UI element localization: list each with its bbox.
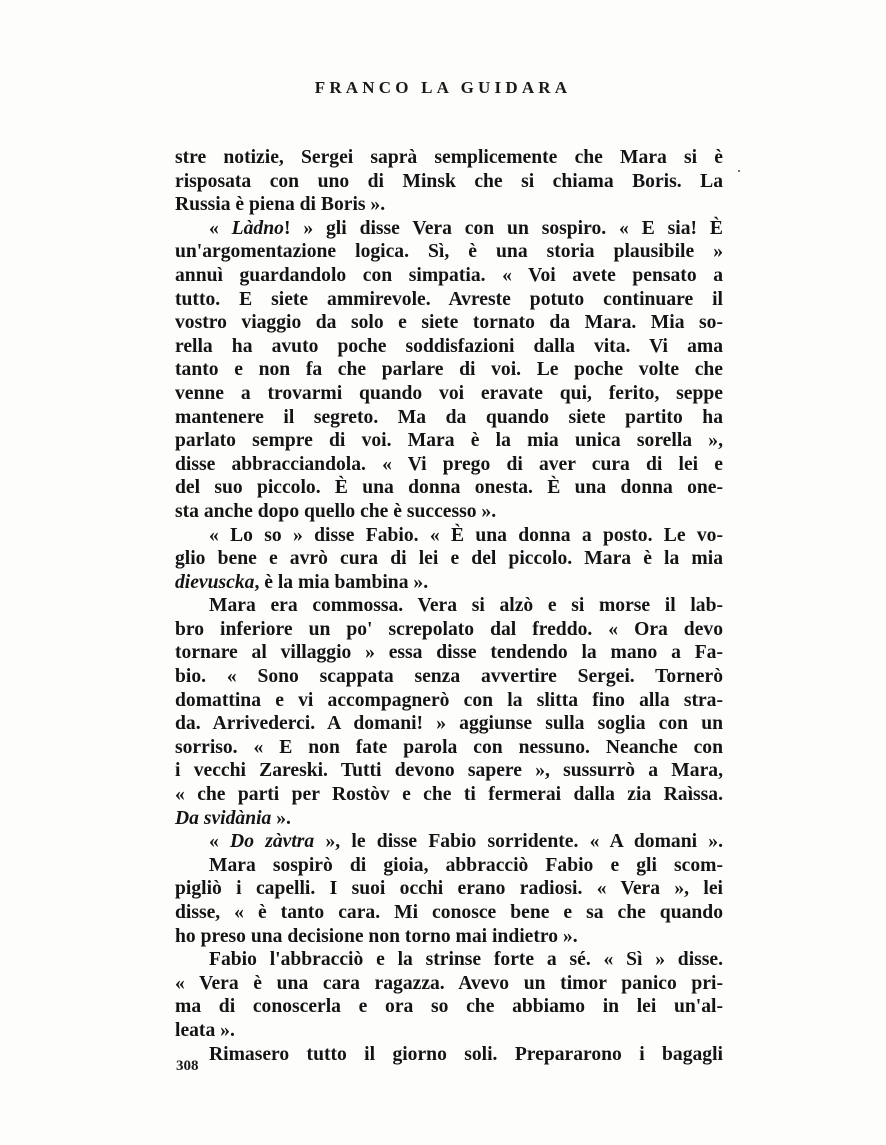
- text-line: [175, 382, 723, 406]
- text-line: [175, 500, 723, 524]
- text-segment: ma di conoscerla e ora so che abbiamo in lei un'al-: [175, 996, 723, 1018]
- text-segment: Mara sospirò di gioia, abbracciò Fabio e gli scom-: [209, 854, 723, 876]
- text-segment: tanto e non fa che parlare di voi. Le poche volte che: [175, 359, 723, 381]
- text-line: [175, 925, 723, 949]
- text-segment: , è la mia bambina ».: [254, 571, 429, 593]
- text-line: [175, 618, 723, 642]
- text-segment: «: [209, 217, 232, 239]
- text-line: [175, 406, 723, 430]
- text-segment: i vecchi Zareski. Tutti devono sapere », sussurrò a Mara,: [175, 760, 723, 782]
- text-line: [175, 594, 723, 618]
- text-segment: da. Arrivederci. A domani! » aggiunse sulla soglia con un: [175, 713, 723, 735]
- text-line: [175, 712, 723, 736]
- text-line: [175, 1019, 723, 1043]
- text-segment: stre notizie, Sergei saprà semplicemente che Mara si è: [175, 147, 723, 168]
- text-line: [175, 736, 723, 760]
- text-line: [175, 995, 723, 1019]
- text-segment: ho preso una decisione non torno mai indietro ».: [175, 925, 578, 947]
- text-segment: bio. « Sono scappata senza avvertire Sergei. Tornerò: [175, 666, 723, 688]
- text-line: [175, 854, 723, 878]
- text-line: [175, 783, 723, 807]
- text-segment: glio bene e avrò cura di lei e del piccolo. Mara è la mia: [175, 548, 723, 570]
- text-line: [175, 146, 723, 170]
- text-segment: vostro viaggio da solo e siete tornato da Mara. Mia so-: [175, 312, 723, 334]
- text-line: [175, 240, 723, 264]
- text-line: [175, 830, 723, 854]
- text-line: [175, 453, 723, 477]
- text-line: [175, 665, 723, 689]
- text-segment: « Lo so » disse Fabio. « È una donna a posto. Le vo-: [209, 524, 723, 546]
- text-line: [175, 972, 723, 996]
- text-segment: ».: [271, 807, 291, 829]
- text-line: [175, 759, 723, 783]
- text-line: [175, 571, 723, 595]
- text-segment: un'argomentazione logica. Sì, è una storia plausibile »: [175, 241, 723, 263]
- text-segment: annuì guardandolo con simpatia. « Voi avete pensato a: [175, 264, 723, 286]
- text-line: [175, 264, 723, 288]
- text-segment: pigliò i capelli. I suoi occhi erano radiosi. « Vera », lei: [175, 878, 723, 900]
- italic-text-segment: Do zàvtra: [230, 831, 315, 853]
- text-line: [175, 689, 723, 713]
- italic-text-segment: dievuscka: [175, 571, 255, 593]
- text-line: [175, 335, 723, 359]
- page-number: 308: [176, 1058, 199, 1074]
- text-line: [175, 288, 723, 312]
- text-segment: mantenere il segreto. Ma da quando siete partito ha: [175, 406, 723, 428]
- text-segment: disse, « è tanto cara. Mi conosce bene e sa che quando: [175, 902, 723, 923]
- text-segment: Mara era commossa. Vera si alzò e si morse il lab-: [209, 595, 723, 617]
- text-segment: sta anche dopo quello che è successo ».: [175, 500, 497, 522]
- text-segment: tutto. E siete ammirevole. Avreste potuto continuare il: [175, 288, 723, 310]
- text-line: [175, 877, 723, 901]
- text-segment: Russia è piena di Boris ».: [175, 194, 386, 216]
- text-segment: tornare al villaggio » essa disse tendendo la mano a Fa-: [175, 642, 723, 664]
- italic-text-segment: Da svidània: [175, 807, 272, 829]
- text-segment: leata ».: [175, 1019, 235, 1041]
- text-line: [175, 641, 723, 665]
- text-segment: », le disse Fabio sorridente. « A domani ».: [314, 831, 723, 853]
- text-segment: del suo piccolo. È una donna onesta. È una donna one-: [175, 477, 723, 499]
- text-line: [175, 170, 723, 194]
- italic-text-segment: Làdno: [231, 217, 284, 239]
- text-line: [175, 524, 723, 548]
- text-segment: bro inferiore un po' screpolato dal freddo. « Ora devo: [175, 618, 723, 640]
- text-segment: « Vera è una cara ragazza. Avevo un timor panico pri-: [175, 972, 723, 994]
- text-segment: venne a trovarmi quando voi eravate qui, ferito, seppe: [175, 382, 723, 404]
- text-line: [175, 476, 723, 500]
- text-segment: « che parti per Rostòv e che ti fermerai dalla zia Raìssa.: [175, 784, 723, 806]
- text-segment: risposata con uno di Minsk che si chiama Boris. La: [175, 170, 723, 192]
- text-segment: Fabio l'abbracciò e la strinse forte a sé. « Sì » disse.: [209, 949, 723, 971]
- text-line: [175, 901, 723, 925]
- text-line: [175, 429, 723, 453]
- scan-speck: [738, 170, 740, 172]
- text-line: [175, 547, 723, 571]
- text-line: [175, 807, 723, 831]
- text-line: [175, 217, 723, 241]
- text-segment: ! » gli disse Vera con un sospiro. « E sia! È: [283, 217, 723, 239]
- text-line: [175, 1043, 723, 1067]
- body-text: [175, 146, 723, 1066]
- text-segment: «: [209, 831, 231, 853]
- text-line: [175, 948, 723, 972]
- text-segment: Rimasero tutto il giorno soli. Prepararono i bagagli: [209, 1043, 723, 1065]
- text-segment: parlato sempre di voi. Mara è la mia unica sorella »,: [175, 430, 723, 452]
- running-head-title: FRANCO LA GUIDARA: [314, 78, 572, 97]
- text-line: [175, 358, 723, 382]
- text-line: [175, 311, 723, 335]
- text-segment: rella ha avuto poche soddisfazioni dalla vita. Vi ama: [175, 335, 723, 357]
- text-segment: domattina e vi accompagnerò con la slitta fino alla stra-: [175, 689, 723, 711]
- text-segment: disse abbracciandola. « Vi prego di aver cura di lei e: [175, 453, 723, 475]
- text-segment: sorriso. « E non fate parola con nessuno. Neanche con: [175, 736, 723, 758]
- text-line: [175, 193, 723, 217]
